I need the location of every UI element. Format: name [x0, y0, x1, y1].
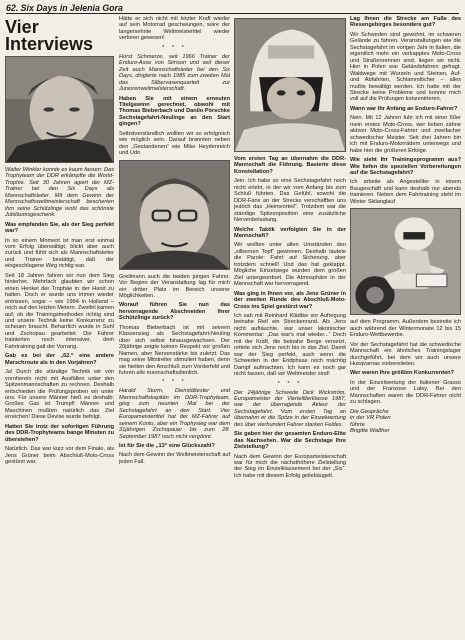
interview-answer: Ja! Durch die ständige Technik wir von vornherein nicht mit Ausfällen unter den Spitzenmannschaften zu rechnen. Deshalb entschieden die Prüfungsproben wir unter uns. Für unsere Männer hieß es deshalb: Großes Gas ist Trumpf! Männer und Maschinen mußten natürlich das Ziel erreichen! Diese Devise wurde befolgt.	[5, 369, 114, 421]
interviewee-intro: Horst Schmerze, seit 1966 Trainer der Enduro-Asse von Simson und seit dieser Zeit auch Mannschaftsleiter bei den Six Days, dirigierte nach 1985 zum zweiten Mal das Silbervasenquartett zur Juniorenweltmeisterschaft.	[119, 53, 230, 93]
interview-question: Haben Sie mit einem erneuten Titelgewinn gerechnet, obwohl mit Thomas Bieberbach und Danilo Pörschke Sechstagefahrt-Neulinge an den Start gingen?	[119, 95, 230, 128]
column-1-text	[5, 167, 114, 465]
interview-answer: In so einem Moment ist man erst einmal vom Erfolg überwältigt, blickt aber auch zurück und fühlt sich als Mannschaftsleiter und Trainer bestätigt, daß der eingeschlagene Weg richtig war.	[5, 237, 114, 270]
interview-question: Wie sieht Ihr Trainingsprogramm aus? Wie liefen die speziellen Vorbereitungen auf die Sechstagefahrt?	[350, 157, 461, 176]
interview-question: Vom ersten Tag an übernahm die DDR-Mannschaft die Führung. Basierte diese Konstellation?	[234, 156, 346, 175]
interview-answer: Ich arbeite als Angestellter in einem Baugeschäft und kann deshalb nur abends trainieren. Neben dem Fahrtraining steht im Winter Skilanglauf	[350, 179, 461, 205]
interview-answer: Ich sah mit Reinhard Klädtke vor Aufregung beinahe Reif ein Streckenrand. Als Jens nicht auftauchte, war unser lakonischer Kommentar: „Das war's mal wieder...“ Doch mit der Kraft, die beinahe Berge versetzt, rettete sich Jens noch bis in das Ziel. Damit war der Sieg perfekt, auch wenn die Schweden in der Endphase noch mächtig Dampf aufmachten. Ich kann es noch gar nicht fassen, daß wir Weltmeister sind!	[234, 312, 346, 378]
interview-question: Worauf führen Sie nun das hervorragende Abschneiden Ihrer Schützlinge zurück?	[119, 302, 230, 322]
interview-answer: Natürlich. Das war kurz vor dem Finale, als Jens Grüner beim Abschluß-Moto-Cross gestürzt war.	[5, 446, 114, 466]
header-rule	[6, 13, 459, 14]
interview-answer: Seit 18 Jahren fahren wir nun dem Sieg hinterher. Mehrfach glaubten wir schon einen Henkel der Trophäe in der Hand zu halten. Doch er wurde uns immer wieder entrissen, sogar – wie 1984 in Holland – noch auf den letzten Metern. Zweifel kamen auf, ob die Trainingsmethoden richtig sind und unsere Technik keine Konkurrenz zu scheuen braucht. Beharrlich wurde in Suhl und Zschopau gearbeitet. Die Fahrer trainierten noch intensiver, dem Fahrtraining galt der Vorrang.	[5, 272, 114, 350]
interview-credit	[350, 409, 461, 435]
credit-line: Die Gespräche	[350, 408, 389, 415]
interview-answer: Wir Schweden sind gewohnt, im schweren Gelände zu fahren. Veranstaltungen wie die Sechstagefahrt im vorigen Jahr in Italien, die eigentlich mehr ein verkapptes Moto-Cross und Straßenrennen sind, liegen wir nicht. Hier in Polen war Geländefahren gefragt. Waldwege mit Wurzeln und Steinen, Auf- und Abfahrten, Schlammlöcher – alles mußte bewältigt werden. Ich hatte mit der Strecke keine Probleme und konnte mich voll auf die Prüfungen konzentrieren.	[350, 31, 461, 103]
interview-answer: Hätte er sich nicht mit letzter Kraft wieder auf sein Motorrad geschwungen, wäre der langersehnte Weltmeistertitel wieder verloren gewesen!	[119, 16, 230, 42]
column-2	[119, 16, 230, 636]
column-4-text	[350, 16, 461, 406]
section-divider: * * *	[162, 44, 187, 51]
interview-answer: Nach dem Gewinn der Weltmeisterschaft auf jeden Fall.	[119, 452, 230, 465]
page-header: 62. Six Days in Jelenia Gora	[6, 3, 123, 13]
interview-answer: auf dem Programm. Außerdem bestreite ich auch während der Wintermonate 12 bis 15 Enduro-Wettbewerbe.	[350, 319, 461, 339]
interview-question: Wer waren Ihre größten Konkurrenten?	[350, 370, 455, 377]
interviewee-intro: Der 24jährige Schwede Dick Wickström, Europameister der Viertelliterklasse 1987, war der überragende Akteur der Sechstagefahrt. Vom ersten Tag an übernahm er die Spitze in der Einzelwertung des über vierhundert Fahrer starken Feldes.	[234, 389, 346, 428]
interview-answer: Jein. Ich habe so eine Sechstagefahrt noch nicht erlebt, in der wir vom Anfang bis zum Schluß führten. Das Gefühl, sowohl die DDR-Fans an der Strecke verschafften uns jedoch das „Heimvorteil“. Trotzdem war die ständige Spitzenposition eine zusätzliche Nervenbelastung.	[234, 178, 346, 224]
interview-question: Sie gaben hier der gesamten Enduro-Elite das Nachsehen. War die Sechstage Ihre Zielstellung?	[234, 431, 346, 451]
section-divider: * * *	[162, 379, 187, 386]
interview-question: Was ging in Ihnen vor, als Jens Grüner in der zweiten Runde des Abschluß-Moto-Cross ins Spiel gestürzt war?	[234, 290, 346, 310]
credit-author: Brigitte Walther	[350, 428, 390, 435]
photo-walter-winkler	[5, 56, 114, 163]
interviewee-intro: Walter Winkler konnte es kaum fassen: Das Trophyteam der DDR erkämpfte die World-Trophie. Seit 30 Jahren agiert der MZ-Trainer bei den Six Days als Mannschaftsleiter. Mit dem Gewinn der Mannschaftsweltmeisterschaft bescherten ihm seine Schützlinge wohl das schönste Jubiläumsgeschenk.	[5, 167, 114, 219]
interview-question: Hatten Sie trotz der sofortigen Führung des DDR-Trophyteams bange Minuten zu überstehen?	[5, 423, 114, 443]
section-divider: * * *	[277, 380, 303, 387]
article-photo	[119, 160, 230, 270]
interview-answer: Nach dem Gewinn der Europameisterschaft war für mich die nächsthöhere Zielstellung der Sieg im Einzelklassement bei der „Six“. Ich habe mit diesem Erfolg geliebäugelt.	[234, 453, 346, 479]
interview-question: Lag Ihnen die Strecke am Fuße des Riesengebirges besonders gut?	[350, 16, 461, 29]
interview-question: Gab es bei der „62.“ eine andere Marschroute als in den Vorjahren?	[5, 353, 114, 366]
interview-question: Was empfanden Sie, als der Sieg perfekt war?	[5, 221, 114, 235]
interview-answer: In der Einzelwertung der Italiener Grasso und der Franzose Laley. Bei den Mannschaften waren die DDR-Fahrer nicht zu schlagen.	[350, 379, 461, 406]
interview-answer: Vor der Sechstagefahrt hat die schwedische Mannschaft ein ähnliches Trainingslager durchgeführt, bei dem wir auch unsere Husqvarnas vorbereiteten.	[350, 341, 461, 367]
credit-line: in der VR Polen	[350, 415, 391, 422]
interview-answer: Selbstverständlich wollten wir so erfolgreich wie möglich sein. Darauf brannten neben den „Gestandenen“ wie Mike Heydenreich und Udo	[119, 130, 230, 157]
interview-answer: Nein. Mit 12 Jahren fuhr ich mit einer 50er mein erstes Moto-Cross, wer lieben zähne aktiver Moto-Cross-Fahrer und zweifacher schwedischer Meister. Seit drei Jahren bin ich mit Enduro-Motorrädern unterwegs und habe hier die größeren Erfolge.	[350, 115, 461, 154]
column-4	[350, 16, 461, 636]
column-3-text	[234, 18, 346, 479]
interview-question: Wann war Ihr Anfang an Enduro-Fahrer?	[350, 105, 458, 112]
interview-answer: Thomas Bieberbach ist mit seinem Klassensieg als Sechstagefahrt-Neuling über sich selbst hinausgewachsen. Der 20jährige zeigte keinen Respekt vor großen Namen, aber Nervenstärke bis zuletzt. Das mag seine Mitstreiter stimuliert haben, denn sie hielten den Anschluß zum Vorderfeld und fuhren alle mannschaftsdienlich.	[119, 324, 230, 376]
interview-question: Ist für Sie die „13“ eine Glückszahl?	[119, 443, 215, 450]
article-photo	[234, 18, 346, 152]
article-photo	[350, 208, 461, 315]
interview-question: Welche Taktik verfolgten Sie in der Mannschaft?	[234, 226, 346, 239]
interview-answer: Wir wollten unter allen Umständen den „silbernen Topf“ gewinnen. Deshalb lautete die Parole: Fahrt auf Sicherung, aber trotzdem schnell! Und das hat geklappt. Mögliche Einzelsiege wurden dem großen Ziel untergeordnet. Die Atmosphäre in der Mannschaft war hervorragend.	[234, 242, 346, 288]
article-title: Vier Interviews	[5, 17, 94, 54]
column-1	[5, 16, 114, 636]
interview-answer: Grellmann auch die beiden jungen Fahrer. Vor Beginn der Veranstaltung lag für mich ein dritter Platz im Bereich unserer Möglichkeiten.	[119, 273, 230, 299]
portrait-image	[6, 57, 113, 162]
column-2-text	[119, 16, 230, 465]
column-3	[234, 16, 346, 636]
interviewee-intro: Harald Sturm, Dienstältester und Mannschaftskapitän im DDR-Trophyteam, ging zum neunten Mal bei der Sechstagefahrt an den Start. Vier Europameistertitel hat der MZ-Fahrer auf seinem Konto, aber ein Trophysieg war dem 31jährigen Zschopauer bis zum 28. September 1987 noch nicht vergönnt.	[119, 388, 230, 440]
credit-line: führte	[350, 421, 365, 428]
